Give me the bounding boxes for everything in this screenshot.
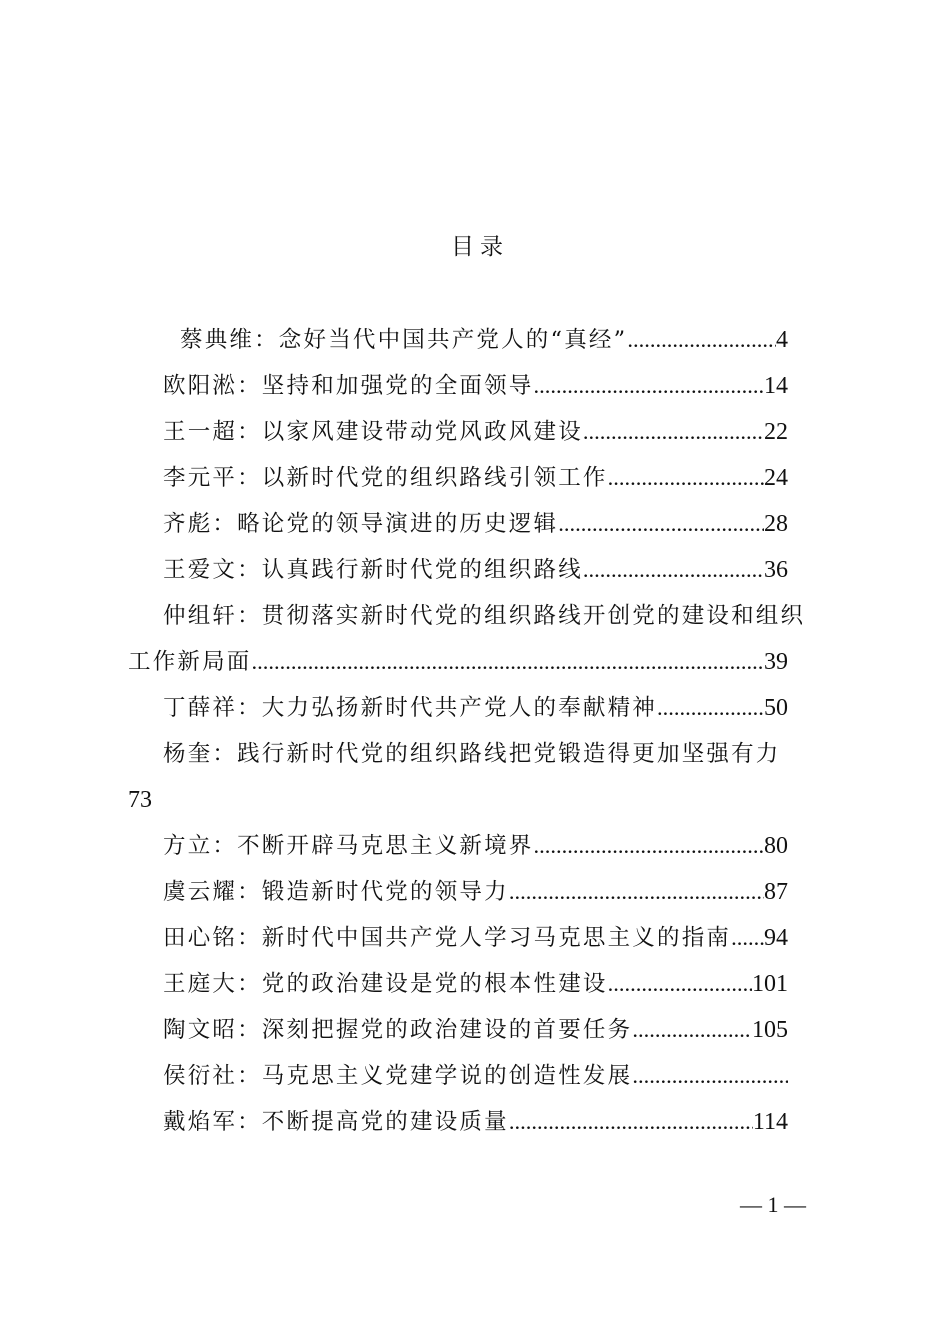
dot-leader — [252, 639, 764, 685]
toc-entry-title: 田心铭：新时代中国共产党人学习马克思主义的指南 — [163, 925, 732, 951]
toc-entry-title: 方立：不断开辟马克思主义新境界 — [163, 833, 534, 859]
toc-entry[interactable] — [128, 1053, 788, 1099]
toc-entry-page: 94 — [764, 925, 788, 951]
dot-leader — [583, 409, 764, 455]
toc-entry-title: 侯衍社：马克思主义党建学说的创造性发展 — [163, 1063, 633, 1089]
toc-entry[interactable] — [128, 961, 788, 1007]
toc-heading: 目录 — [451, 234, 509, 260]
toc-entry-title: 齐彪：略论党的领导演进的历史逻辑 — [163, 511, 559, 537]
toc-entry[interactable] — [128, 501, 788, 547]
toc-entry[interactable] — [128, 1007, 788, 1053]
dot-leader — [509, 869, 764, 915]
toc-entry-page: 105 — [752, 1017, 788, 1043]
toc-entry-title: 欧阳淞：坚持和加强党的全面领导 — [163, 373, 534, 399]
dot-leader — [534, 823, 764, 869]
toc-entry-page: 50 — [764, 695, 788, 721]
dot-leader — [627, 317, 776, 363]
toc-entry-page: 80 — [764, 833, 788, 859]
table-of-contents — [128, 317, 806, 1145]
toc-entry-page: 36 — [764, 557, 788, 583]
toc-entry-continuation[interactable] — [128, 639, 788, 685]
toc-entry-title: 仲组轩：贯彻落实新时代党的组织路线开创党的建设和组织 — [163, 603, 806, 629]
toc-entry-title: 蔡典维：念好当代中国共产党人的“真经” — [180, 327, 628, 353]
dot-leader — [731, 915, 764, 961]
toc-entry[interactable] — [128, 731, 788, 777]
toc-entry[interactable] — [128, 317, 788, 363]
dot-leader — [534, 363, 764, 409]
toc-entry[interactable] — [128, 823, 788, 869]
dot-leader — [509, 1099, 753, 1145]
dot-leader — [632, 1053, 788, 1099]
toc-entry[interactable] — [128, 1099, 788, 1145]
toc-entry-title: 王一超：以家风建设带动党风政风建设 — [163, 419, 583, 445]
toc-entry[interactable] — [128, 869, 788, 915]
toc-entry-title: 陶文昭：深刻把握党的政治建设的首要任务 — [163, 1017, 633, 1043]
toc-entry-page: 22 — [764, 419, 788, 445]
dot-leader — [657, 685, 764, 731]
toc-entry[interactable] — [128, 409, 788, 455]
dot-leader — [608, 961, 752, 1007]
toc-entry-title: 王爱文：认真践行新时代党的组织路线 — [163, 557, 583, 583]
toc-entry[interactable] — [128, 593, 806, 639]
toc-entry-title: 王庭大：党的政治建设是党的根本性建设 — [163, 971, 608, 997]
toc-entry[interactable] — [128, 455, 788, 501]
toc-entry[interactable] — [128, 685, 788, 731]
dot-leader — [632, 1007, 752, 1053]
toc-entry[interactable] — [128, 915, 788, 961]
toc-entry-title-cont: 工作新局面 — [128, 649, 252, 675]
toc-entry-title: 杨奎：践行新时代党的组织路线把党锻造得更加坚强有力 — [163, 741, 781, 767]
toc-entry-continuation[interactable] — [128, 777, 788, 823]
dot-leader — [583, 547, 764, 593]
toc-entry-page: 39 — [764, 649, 788, 675]
toc-entry-page: 101 — [752, 971, 788, 997]
toc-entry-page: 4 — [776, 327, 788, 353]
toc-entry-page: 14 — [764, 373, 788, 399]
toc-entry-page: 87 — [764, 879, 788, 905]
toc-entry[interactable] — [128, 363, 788, 409]
toc-entry[interactable] — [128, 547, 788, 593]
toc-entry-title: 虞云耀：锻造新时代党的领导力 — [163, 879, 509, 905]
toc-entry-page: 24 — [764, 465, 788, 491]
page-number: — 1 — — [740, 1192, 806, 1217]
toc-entry-title: 丁薛祥：大力弘扬新时代共产党人的奉献精神 — [163, 695, 658, 721]
toc-entry-page: 114 — [752, 1109, 788, 1135]
dot-leader — [608, 455, 764, 501]
toc-entry-title: 戴焰军：不断提高党的建设质量 — [163, 1109, 509, 1135]
toc-entry-title: 李元平：以新时代党的组织路线引领工作 — [163, 465, 608, 491]
dot-leader — [558, 501, 764, 547]
toc-entry-page: 73 — [128, 787, 152, 813]
toc-entry-page: 28 — [764, 511, 788, 537]
